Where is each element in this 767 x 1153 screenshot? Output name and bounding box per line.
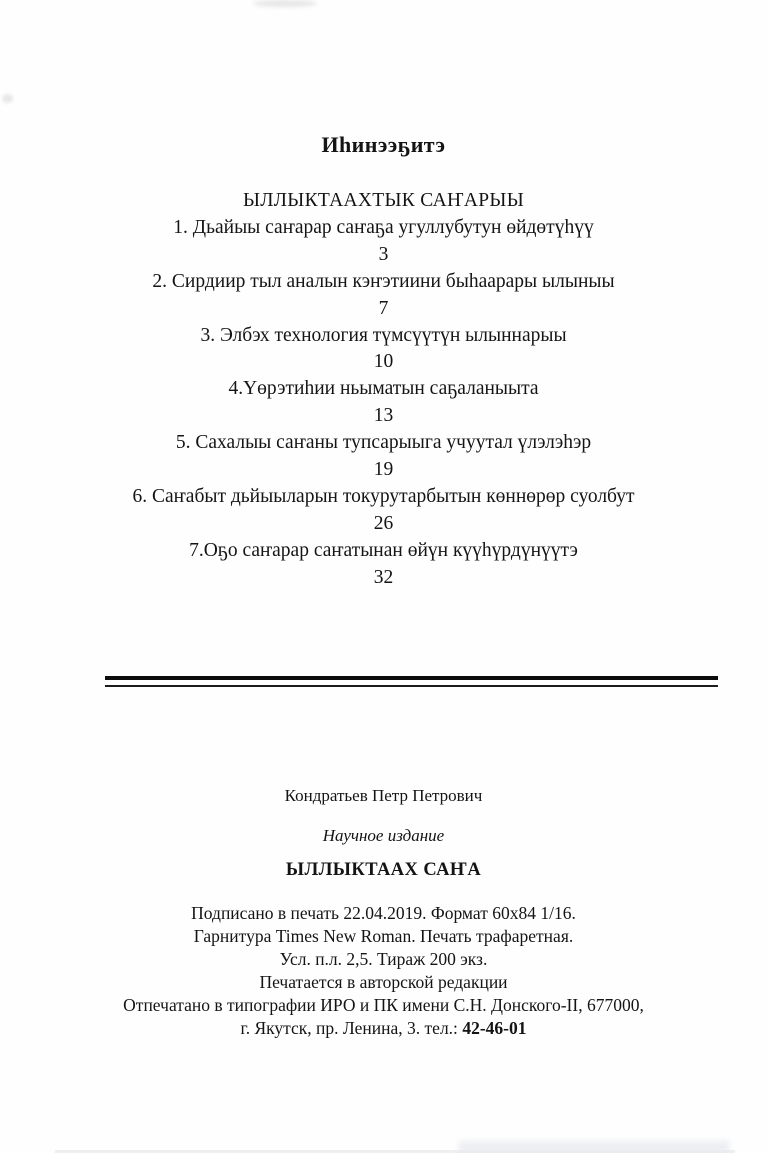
toc-entry-page: 3 [378, 243, 389, 265]
table-of-contents [0, 188, 767, 592]
toc-entry-page: 19 [373, 459, 394, 481]
toc-entry-title: 6. Саҥабыт дьйыыларын токурутарбытын көннөрөр суолбут [132, 485, 635, 507]
imprint-address-prefix: г. Якутск, пр. Ленина, 3. тел.: [240, 1018, 463, 1038]
scan-smudge-top [253, 0, 317, 7]
imprint-line-address [0, 1017, 767, 1040]
toc-entry-page: 10 [373, 351, 394, 373]
contents-title: Иһинээҕитэ [321, 132, 446, 157]
author-name: Кондратьев Петр Петрович [284, 786, 483, 805]
scan-smudge-bottom [459, 1141, 729, 1153]
imprint-line-typeface: Гарнитура Times New Roman. Печать трафаретная. [193, 926, 574, 946]
toc-entry-title: 4.Үөрэтиһии ньыматын саҕаланыыта [228, 378, 539, 400]
toc-entry-title: 1. Дьайыы саҥарар саҥаҕа угуллубутун өйдөтүһүү [173, 216, 594, 238]
imprint-line-print-run: Усл. п.л. 2,5. Тираж 200 экз. [279, 949, 488, 969]
toc-entry-page: 26 [373, 512, 394, 534]
toc-entry-title: 2. Сирдиир тыл аналын кэҥэтиини быһаарары ылыныы [152, 270, 615, 292]
toc-section-heading: ЫЛЛЫКТААХТЫК САҤАРЫЫ [242, 190, 525, 211]
imprint-line-printing-house: Отпечатано в типографии ИРО и ПК имени С.Н. Донского-II, 677000, [123, 995, 644, 1015]
toc-entry-page: 32 [373, 566, 394, 588]
imprint-phone-number: 42-46-01 [462, 1018, 527, 1038]
imprint-line-print-date: Подписано в печать 22.04.2019. Формат 60х84 1/16. [191, 903, 576, 923]
book-title: ЫЛЛЫКТААХ САҤА [285, 860, 482, 880]
toc-entry-page: 7 [378, 297, 389, 319]
edition-type-label: Научное издание [322, 826, 445, 845]
double-rule-divider [105, 676, 718, 687]
toc-entry-title: 5. Сахалыы саҥаны тупсарыыга учуутал үлэлэһэр [175, 432, 592, 454]
toc-entry-title: 3. Элбэх технология түмсүүтүн ылыннарыы [200, 324, 567, 346]
imprint-line-editorial-note: Печатается в авторской редакции [259, 972, 508, 992]
scan-smudge-left [2, 94, 13, 103]
imprint-block [0, 902, 767, 1040]
toc-entry-title: 7.Оҕо саҥарар саҥатынан өйүн күүһүрдүнүүтэ [189, 539, 578, 561]
toc-entry-page: 13 [373, 405, 394, 427]
